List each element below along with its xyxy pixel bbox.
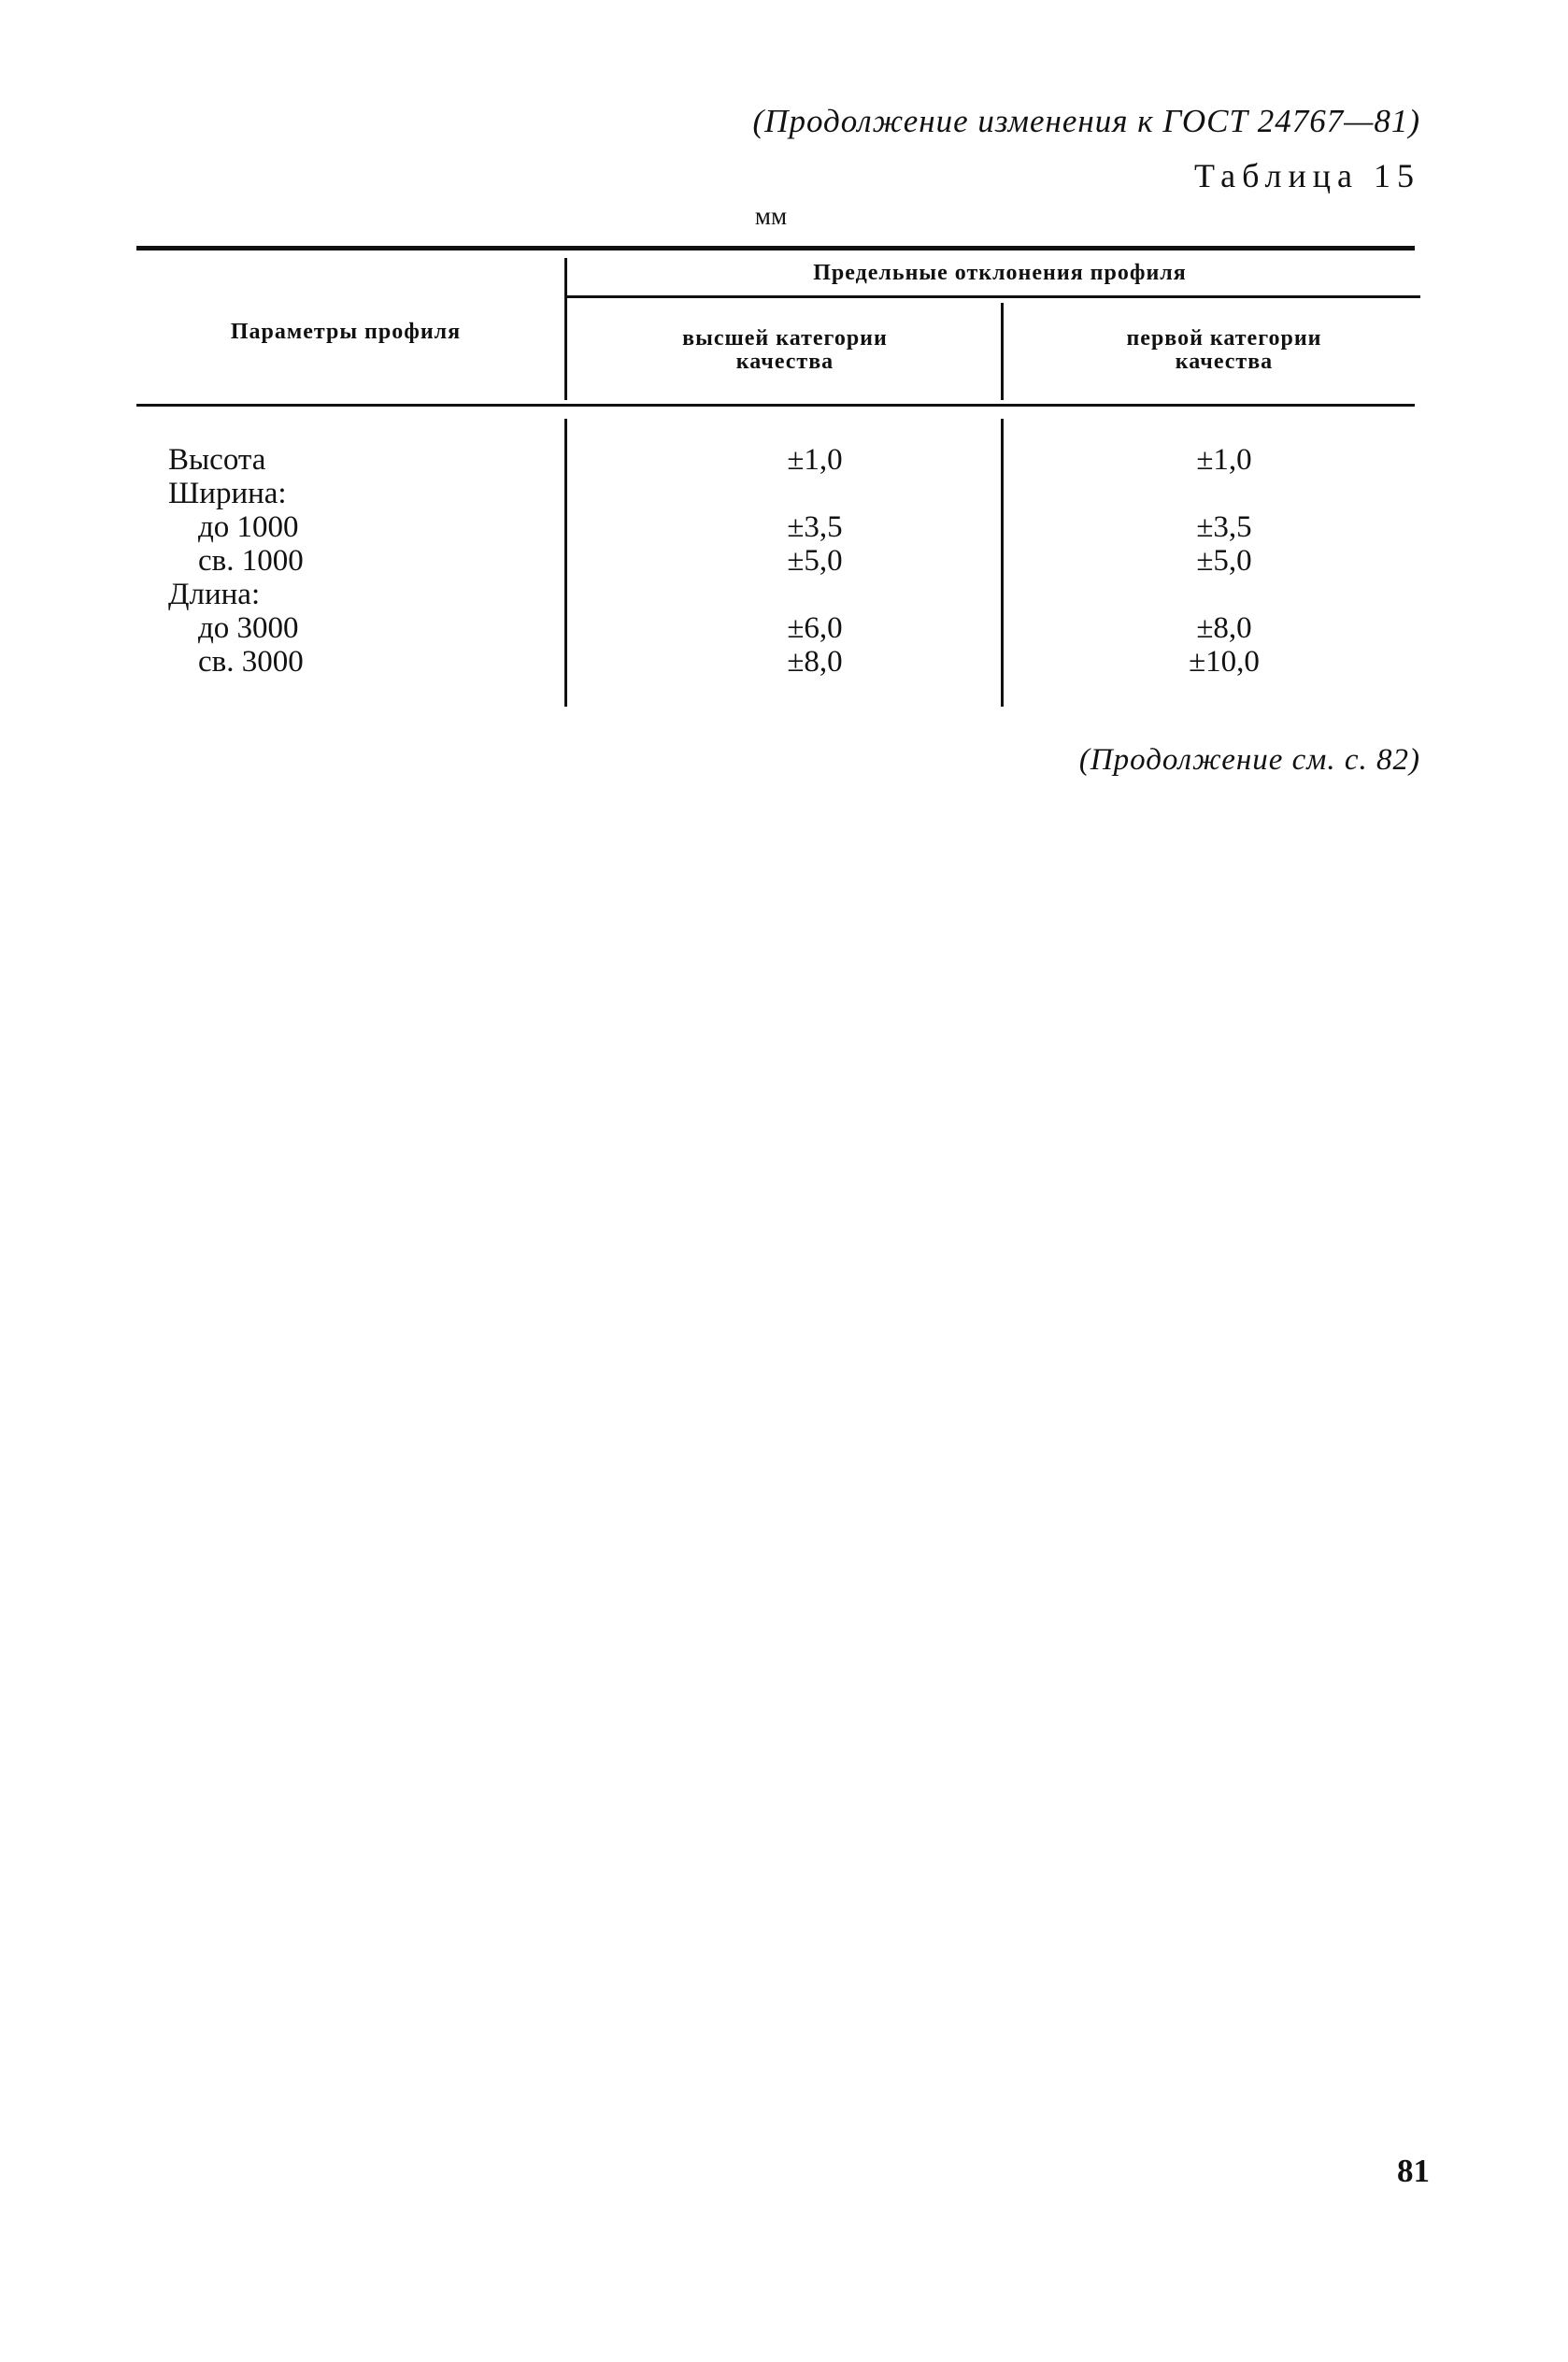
column-header-first-category xyxy=(1028,327,1420,374)
continuation-footer: (Продолжение см. с. 82) xyxy=(1078,743,1420,777)
continuation-header: (Продолжение изменения к ГОСТ 24767—81) xyxy=(752,103,1420,139)
table-title: Таблица 15 xyxy=(1194,157,1420,194)
table-top-rule xyxy=(136,246,1415,251)
column-divider-1-body xyxy=(564,419,567,707)
column-header-first-line2: качества xyxy=(1175,350,1274,375)
row-label-length-up-to-3000: до 3000 xyxy=(198,611,299,645)
row-label-width: Ширина: xyxy=(168,477,287,510)
units-label: мм xyxy=(754,202,788,230)
cell-width-up-to-1000-highest: ±3,5 xyxy=(787,510,843,544)
cell-length-up-to-3000-first: ±8,0 xyxy=(1196,611,1252,645)
column-header-highest-line1: высшей категории xyxy=(682,326,888,351)
header-bottom-rule xyxy=(136,404,1415,407)
column-divider-2-header xyxy=(1001,303,1004,400)
page-number: 81 xyxy=(1397,2153,1430,2189)
column-divider-2-body xyxy=(1001,419,1004,707)
column-header-highest-category xyxy=(598,327,972,374)
column-header-highest-line2: качества xyxy=(735,350,834,375)
row-label-length-over-3000: св. 3000 xyxy=(198,645,304,679)
cell-height-first: ±1,0 xyxy=(1196,443,1252,477)
column-divider-1-header xyxy=(564,258,567,400)
row-label-width-over-1000: св. 1000 xyxy=(198,544,304,578)
cell-height-highest: ±1,0 xyxy=(787,443,843,477)
row-label-height: Высота xyxy=(168,443,266,477)
cell-width-over-1000-highest: ±5,0 xyxy=(787,544,843,578)
column-header-parameters: Параметры профиля xyxy=(230,320,462,344)
group-header-rule xyxy=(566,295,1420,298)
column-header-first-line1: первой категории xyxy=(1126,326,1322,351)
cell-length-up-to-3000-highest: ±6,0 xyxy=(787,611,843,645)
cell-length-over-3000-highest: ±8,0 xyxy=(787,645,843,679)
column-header-group-deviations: Предельные отклонения профиля xyxy=(813,261,1187,285)
row-label-width-up-to-1000: до 1000 xyxy=(198,510,299,544)
cell-length-over-3000-first: ±10,0 xyxy=(1189,645,1260,679)
cell-width-up-to-1000-first: ±3,5 xyxy=(1196,510,1252,544)
row-label-length: Длина: xyxy=(168,578,261,611)
cell-width-over-1000-first: ±5,0 xyxy=(1196,544,1252,578)
